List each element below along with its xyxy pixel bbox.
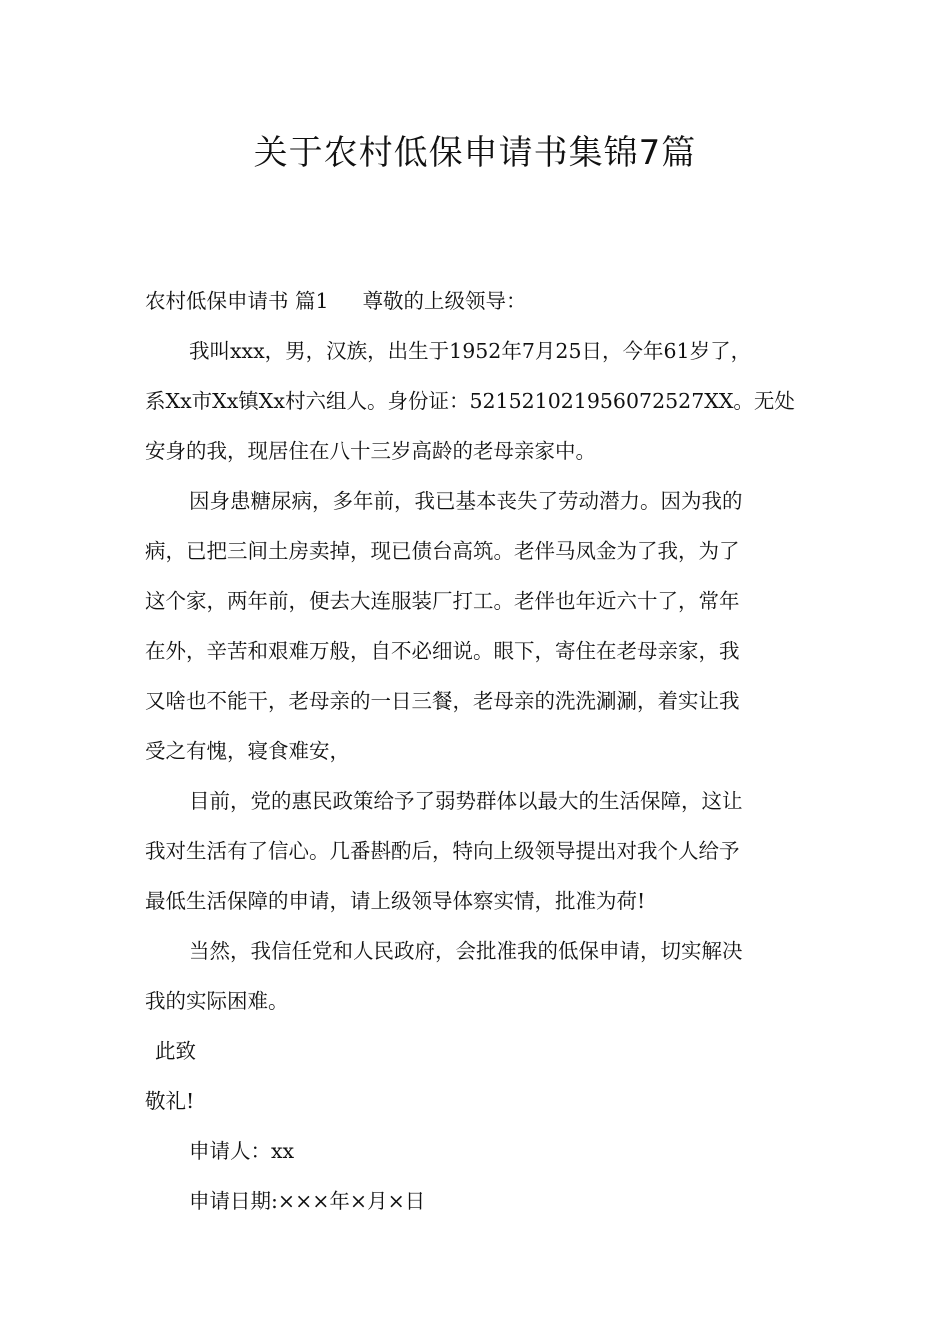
paragraph-line: 这个家，两年前，便去大连服装厂打工。老伴也年近六十了，常年: [145, 589, 740, 613]
document-body: [145, 276, 813, 1226]
paragraph-3: [145, 776, 813, 926]
paragraph-line: 目前，党的惠民政策给予了弱势群体以最大的生活保障，这让: [189, 789, 743, 813]
paragraph-line: 因身患糖尿病，多年前，我已基本丧失了劳动潜力。因为我的: [189, 489, 743, 513]
date-line: 申请日期:×××年×月×日: [189, 1189, 426, 1213]
paragraph-line: 最低生活保障的申请，请上级领导体察实情，批准为荷!: [145, 889, 646, 913]
paragraph-line: 当然，我信任党和人民政府，会批准我的低保申请，切实解决: [189, 939, 743, 963]
paragraph-line: 在外，辛苦和艰难万般，自不必细说。眼下，寄住在老母亲家，我: [145, 639, 740, 663]
paragraph-line: 我的实际困难。: [145, 989, 289, 1013]
paragraph-line: 又啥也不能干，老母亲的一日三餐，老母亲的洗洗涮涮，着实让我: [145, 689, 740, 713]
closing-line-1: 此致: [155, 1039, 196, 1063]
salutation: 尊敬的上级领导：: [362, 289, 527, 313]
paragraph-line: 我叫xxx，男，汉族，出生于1952年7月25日，今年61岁了，: [189, 339, 752, 363]
paragraph-1: [145, 326, 813, 476]
paragraph-line: 我对生活有了信心。几番斟酌后，特向上级领导提出对我个人给予: [145, 839, 740, 863]
paragraph-line: 病，已把三间土房卖掉，现已债台高筑。老伴马凤金为了我，为了: [145, 539, 740, 563]
paragraph-4: [145, 926, 813, 1026]
paragraph-line: 安身的我，现居住在八十三岁高龄的老母亲家中。: [145, 439, 596, 463]
paragraph-2: [145, 476, 813, 776]
section-heading: 农村低保申请书 篇1: [145, 289, 329, 313]
document-title: 关于农村低保申请书集锦7篇: [253, 133, 697, 173]
closing-line-2: 敬礼!: [145, 1089, 195, 1113]
paragraph-line: 系Xx市Xx镇Xx村六组人。身份证：521521021956072527XX。无处: [145, 389, 795, 413]
applicant-line: 申请人：xx: [189, 1139, 295, 1163]
paragraph-line: 受之有愧，寝食难安，: [145, 739, 350, 763]
heading-line: [145, 276, 813, 326]
